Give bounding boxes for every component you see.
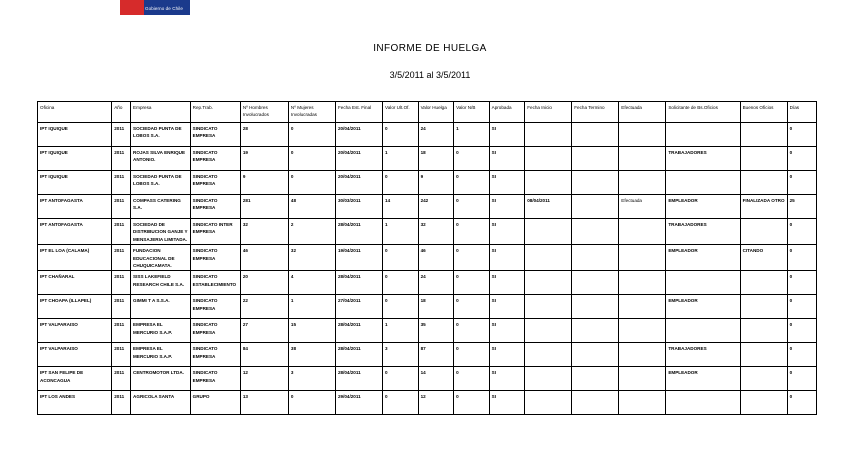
table-cell: SI <box>489 391 525 415</box>
table-row <box>38 123 817 147</box>
table-cell <box>666 319 740 343</box>
table-cell: AGRICOLA SANTA <box>131 391 191 415</box>
table-cell: 0 <box>454 171 490 195</box>
table-cell: 1 <box>383 219 419 245</box>
table-cell: 14 <box>383 195 419 219</box>
column-header: Valor Huelga <box>418 102 454 123</box>
table-cell <box>572 295 619 319</box>
table-cell: 0 <box>288 123 335 147</box>
column-header: Días <box>787 102 816 123</box>
table-cell: 2011 <box>112 171 131 195</box>
table-cell: 0 <box>288 171 335 195</box>
table-cell: SINDICATO EMPRESA <box>190 171 240 195</box>
table-cell: TRABAJADORES <box>666 147 740 171</box>
table-cell: 2011 <box>112 195 131 219</box>
table-cell: 27 <box>240 319 288 343</box>
table-cell: 32 <box>418 219 454 245</box>
column-header: Empresa <box>131 102 191 123</box>
government-logo <box>120 0 190 15</box>
table-cell <box>619 219 666 245</box>
table-cell: 38 <box>288 343 335 367</box>
table-cell: 20/04/2011 <box>335 123 382 147</box>
table-cell: IPT IQUIQUE <box>38 171 112 195</box>
table-cell: 24 <box>418 123 454 147</box>
table-cell <box>740 295 787 319</box>
table-cell: 2 <box>288 219 335 245</box>
table-cell: 0 <box>787 147 816 171</box>
table-cell: SINDICATO EMPRESA <box>190 123 240 147</box>
column-header: Fecha Termino <box>572 102 619 123</box>
table-cell: 28 <box>240 123 288 147</box>
table-cell: 15 <box>288 319 335 343</box>
table-cell: 08/04/2011 <box>525 195 572 219</box>
table-cell: 12 <box>240 367 288 391</box>
table-cell <box>740 367 787 391</box>
table-row <box>38 367 817 391</box>
table-cell <box>619 367 666 391</box>
table-cell: 0 <box>383 271 419 295</box>
table-cell <box>572 245 619 271</box>
table-cell: IPT IQUIQUE <box>38 147 112 171</box>
table-cell: SINDICATO EMPRESA <box>190 367 240 391</box>
table-cell: 0 <box>787 391 816 415</box>
table-cell <box>619 295 666 319</box>
table-cell: 0 <box>787 123 816 147</box>
table-cell: 28/04/2011 <box>335 367 382 391</box>
table-cell: 2011 <box>112 343 131 367</box>
table-cell: 0 <box>787 367 816 391</box>
column-header: Valor Ult.Of. <box>383 102 419 123</box>
table-cell <box>619 343 666 367</box>
table-cell: IPT VALPARAISO <box>38 319 112 343</box>
table-cell: 20/04/2011 <box>335 147 382 171</box>
table-cell: 0 <box>787 295 816 319</box>
table-cell <box>525 319 572 343</box>
table-cell: 28/04/2011 <box>335 219 382 245</box>
table-cell <box>666 171 740 195</box>
column-header: Efectuada <box>619 102 666 123</box>
column-header: Solicitante de Bs.Oficios <box>666 102 740 123</box>
table-cell <box>525 123 572 147</box>
table-cell: 0 <box>787 271 816 295</box>
table-cell: 0 <box>383 123 419 147</box>
table-cell: 12 <box>418 391 454 415</box>
table-cell <box>525 171 572 195</box>
table-cell: 4 <box>288 271 335 295</box>
table-cell <box>619 147 666 171</box>
table-cell <box>525 295 572 319</box>
table-cell <box>619 245 666 271</box>
table-cell: 0 <box>383 391 419 415</box>
table-header-row <box>38 102 817 123</box>
table-cell: SI <box>489 195 525 219</box>
table-cell: 30/03/2011 <box>335 195 382 219</box>
table-cell <box>740 319 787 343</box>
table-cell: 0 <box>787 245 816 271</box>
table-cell <box>572 219 619 245</box>
table-cell: SINDICATO EMPRESA <box>190 295 240 319</box>
table-row <box>38 195 817 219</box>
table-cell: SI <box>489 367 525 391</box>
column-header: Nº Hombres Involucrados <box>240 102 288 123</box>
table-cell: 2011 <box>112 319 131 343</box>
table-cell <box>525 271 572 295</box>
table-cell <box>525 245 572 271</box>
table-cell: 29/04/2011 <box>335 391 382 415</box>
column-header: Buenos Oficios <box>740 102 787 123</box>
table-cell: 28/04/2011 <box>335 343 382 367</box>
table-cell: 35 <box>418 319 454 343</box>
table-cell: 0 <box>454 195 490 219</box>
table-cell: SINDICATO EMPRESA <box>190 319 240 343</box>
table-cell: 2011 <box>112 391 131 415</box>
table-cell: 24 <box>418 271 454 295</box>
table-row <box>38 271 817 295</box>
table-cell: SISS LAKEFIELD RESEARCH CHILE S.A. <box>131 271 191 295</box>
table-cell: 2011 <box>112 245 131 271</box>
table-cell: IPT VALPARAISO <box>38 343 112 367</box>
table-row <box>38 147 817 171</box>
table-cell: 0 <box>454 343 490 367</box>
table-row <box>38 219 817 245</box>
table-cell <box>619 319 666 343</box>
table-cell: 46 <box>418 245 454 271</box>
table-cell: 19 <box>240 147 288 171</box>
table-cell: 22 <box>240 295 288 319</box>
table-cell: 0 <box>454 245 490 271</box>
table-cell: 242 <box>418 195 454 219</box>
table-cell: EMPLEADOR <box>666 245 740 271</box>
table-cell <box>740 271 787 295</box>
table-cell: SINDICATO INTER EMPRESA <box>190 219 240 245</box>
logo-text: Gobierno de Chile <box>145 6 183 11</box>
table-cell: GIMMI T A S.S.A. <box>131 295 191 319</box>
table-cell <box>572 147 619 171</box>
table-cell: SINDICATO EMPRESA <box>190 343 240 367</box>
table-cell: 2011 <box>112 367 131 391</box>
table-cell: 25 <box>787 195 816 219</box>
table-cell: 3 <box>288 367 335 391</box>
table-cell: SI <box>489 123 525 147</box>
table-cell: 0 <box>454 319 490 343</box>
table-cell: 28/04/2011 <box>335 271 382 295</box>
table-cell: SI <box>489 295 525 319</box>
table-cell: 2011 <box>112 147 131 171</box>
table-cell: Efectuada <box>619 195 666 219</box>
table-row <box>38 343 817 367</box>
table-cell: 281 <box>240 195 288 219</box>
table-cell: 0 <box>454 367 490 391</box>
table-cell <box>572 391 619 415</box>
table-cell: SI <box>489 319 525 343</box>
table-cell: SI <box>489 219 525 245</box>
table-cell: SINDICATO ESTABLECIMIENTO <box>190 271 240 295</box>
table-cell: 0 <box>383 367 419 391</box>
table-cell <box>740 171 787 195</box>
column-header: Año <box>112 102 131 123</box>
column-header: Oficina <box>38 102 112 123</box>
table-cell: CITANDO <box>740 245 787 271</box>
table-cell <box>666 123 740 147</box>
table-cell: IPT IQUIQUE <box>38 123 112 147</box>
table-row <box>38 295 817 319</box>
table-cell: IPT ANTOFAGASTA <box>38 195 112 219</box>
table-cell: GRUPO <box>190 391 240 415</box>
table-cell <box>619 171 666 195</box>
table-cell <box>740 123 787 147</box>
table-cell: 48 <box>288 195 335 219</box>
table-cell <box>740 343 787 367</box>
table-cell: SINDICATO EMPRESA <box>190 147 240 171</box>
table-cell: SINDICATO EMPRESA <box>190 195 240 219</box>
table-cell: SOCIEDAD PUNTA DE LOBOS S.A. <box>131 171 191 195</box>
table-cell: 20 <box>240 271 288 295</box>
table-cell: EMPLEADOR <box>666 295 740 319</box>
table-cell <box>572 195 619 219</box>
table-cell: SOCIEDAD DE DISTRIBUCION GANJE Y MENSAJERIA LIMITADA. <box>131 219 191 245</box>
table-row <box>38 245 817 271</box>
column-header: Rep.Trab. <box>190 102 240 123</box>
table-row <box>38 171 817 195</box>
table-cell: 0 <box>454 219 490 245</box>
table-cell <box>572 123 619 147</box>
table-cell <box>740 391 787 415</box>
table-cell: 19/04/2011 <box>335 245 382 271</box>
column-header: Fecha Est. Final <box>335 102 382 123</box>
table-cell: 20/04/2011 <box>335 171 382 195</box>
table-cell: SI <box>489 171 525 195</box>
table-cell: TRABAJADORES <box>666 343 740 367</box>
report-date-range: 3/5/2011 al 3/5/2011 <box>389 70 471 80</box>
table-cell: 27/04/2011 <box>335 295 382 319</box>
table-cell: SI <box>489 271 525 295</box>
column-header: Aprobada <box>489 102 525 123</box>
table-cell <box>572 171 619 195</box>
table-cell: 84 <box>240 343 288 367</box>
table-cell: 87 <box>418 343 454 367</box>
table-cell: 0 <box>454 271 490 295</box>
table-cell <box>666 271 740 295</box>
table-cell: 0 <box>383 295 419 319</box>
table-cell: EMPLEADOR <box>666 367 740 391</box>
table-cell <box>666 391 740 415</box>
table-cell: CENTROMOTOR LTDA. <box>131 367 191 391</box>
table-cell: 18 <box>418 147 454 171</box>
table-cell: TRABAJADORES <box>666 219 740 245</box>
table-cell: 0 <box>288 391 335 415</box>
table-cell: 0 <box>454 147 490 171</box>
table-cell: 0 <box>288 147 335 171</box>
table-cell: IPT SAN FELIPE DE ACONCAGUA <box>38 367 112 391</box>
table-cell: IPT EL LOA (CALAMA) <box>38 245 112 271</box>
table-cell: 2011 <box>112 219 131 245</box>
table-cell: 13 <box>240 391 288 415</box>
table-cell <box>619 271 666 295</box>
table-cell <box>740 147 787 171</box>
column-header: Valor N/B <box>454 102 490 123</box>
table-cell: 32 <box>240 219 288 245</box>
table-cell: IPT CHOAPA (ILLAPEL) <box>38 295 112 319</box>
logo-red-block <box>120 0 144 15</box>
table-cell: 14 <box>418 367 454 391</box>
table-cell: FUNDACION EDUCACIONAL DE CHUQUICAMATA. <box>131 245 191 271</box>
table-cell <box>525 367 572 391</box>
strike-report-table <box>37 101 817 415</box>
table-cell: 46 <box>240 245 288 271</box>
table-cell <box>572 343 619 367</box>
table-cell: SI <box>489 245 525 271</box>
table-cell <box>619 123 666 147</box>
table-cell <box>572 367 619 391</box>
table-cell: 3 <box>383 343 419 367</box>
table-cell: SI <box>489 343 525 367</box>
table-cell: 2011 <box>112 295 131 319</box>
column-header: Fecha Inicio <box>525 102 572 123</box>
table-cell <box>740 219 787 245</box>
table-row <box>38 319 817 343</box>
table-cell: 0 <box>454 391 490 415</box>
table-cell: IPT CHAÑARAL <box>38 271 112 295</box>
table-cell <box>572 271 619 295</box>
table-cell <box>619 391 666 415</box>
table-cell <box>572 319 619 343</box>
report-title: INFORME DE HUELGA <box>373 43 487 54</box>
table-cell: COMPASS CATERING S.A. <box>131 195 191 219</box>
table-cell: EMPRESA EL MERCURIO S.A.P. <box>131 319 191 343</box>
table-cell: 2011 <box>112 271 131 295</box>
table-cell: FINALIZADA OTRO <box>740 195 787 219</box>
table-cell <box>525 343 572 367</box>
table-row <box>38 391 817 415</box>
table-cell: EMPRESA EL MERCURIO S.A.P. <box>131 343 191 367</box>
table-cell: 0 <box>787 171 816 195</box>
table-cell <box>525 219 572 245</box>
table-cell: IPT LOS ANDES <box>38 391 112 415</box>
table-cell: 9 <box>418 171 454 195</box>
column-header: Nº Mujeres Involucradas <box>288 102 335 123</box>
table-cell: 0 <box>383 171 419 195</box>
table-cell: 28/04/2011 <box>335 319 382 343</box>
table-cell <box>525 391 572 415</box>
table-cell: SI <box>489 147 525 171</box>
table-cell: SOCIEDAD PUNTA DE LOBOS S.A. <box>131 123 191 147</box>
table-cell: 0 <box>787 319 816 343</box>
table-cell: 0 <box>787 343 816 367</box>
table-cell: 0 <box>787 219 816 245</box>
table-cell: 1 <box>383 147 419 171</box>
table-cell: 1 <box>454 123 490 147</box>
table-cell: 32 <box>288 245 335 271</box>
table-cell: 0 <box>383 245 419 271</box>
table-cell: 2011 <box>112 123 131 147</box>
table-cell: SINDICATO EMPRESA <box>190 245 240 271</box>
table-cell: 1 <box>288 295 335 319</box>
table-cell: 18 <box>418 295 454 319</box>
table-cell: 1 <box>383 319 419 343</box>
table-cell: EMPLEADOR <box>666 195 740 219</box>
table-cell: IPT ANTOFAGASTA <box>38 219 112 245</box>
table-cell <box>525 147 572 171</box>
table-cell: 0 <box>454 295 490 319</box>
table-cell: ROJAS SILVA ENRIQUE ANTONIO. <box>131 147 191 171</box>
table-cell: 9 <box>240 171 288 195</box>
